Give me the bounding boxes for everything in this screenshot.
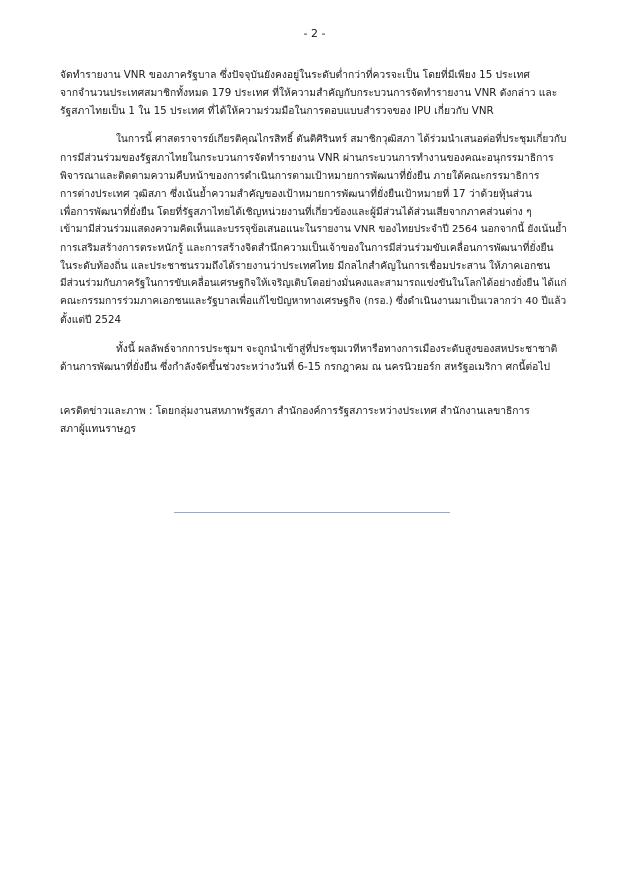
text-line: ด้านการพัฒนาที่ยั่งยืน ซึ่งกำลังจัดขึ้นช่วงระหว่างวันที่ 6-15 กรกฎาคม ณ นครนิวยอร์ก สหรัฐอเมริกา ศกนี้ต่อไป — [60, 361, 551, 373]
text-line: การเสริมสร้างการตระหนักรู้ และการสร้างจิตสำนึกความเป็นเจ้าของในการมีส่วนร่วมขับเคลื่อนการพัฒนาที่ยั่งยืน — [60, 242, 554, 254]
text-line: ทั้งนี้ ผลลัพธ์จากการประชุมฯ จะถูกนำเข้าสู่ที่ประชุมเวทีหารือทางการเมืองระดับสูงของสหประชาชาติ — [116, 343, 558, 355]
text-line: เข้ามามีส่วนร่วมแสดงความคิดเห็นและบรรจุข้อเสนอแนะในรายงาน VNR ของไทยประจำปี 2564 นอกจากนี้ ยังเน้นย้ำ — [60, 224, 567, 235]
separator-line — [174, 512, 450, 513]
text-line: จัดทำรายงาน VNR ของภาครัฐบาล ซึ่งปัจจุบันยังคงอยู่ในระดับต่ำกว่าที่ควรจะเป็น โดยที่มีเพียง 15 ประเทศ — [60, 69, 530, 81]
paragraph-vnr-status — [60, 66, 572, 120]
text-line: การต่างประเทศ วุฒิสภา ซึ่งเน้นย้ำความสำคัญของเป้าหมายการพัฒนาที่ยั่งยืนเป้าหมายที่ 17 ว่าด้วยหุ้นส่วน — [60, 188, 532, 200]
paragraph-senator-presentation — [60, 131, 572, 329]
news-credit — [60, 402, 572, 438]
text-line: สภาผู้แทนราษฎร — [60, 423, 136, 435]
page-number: - 2 - — [303, 27, 326, 40]
text-line: ตั้งแต่ปี 2524 — [60, 314, 122, 326]
text-line: จากจำนวนประเทศสมาชิกทั้งหมด 179 ประเทศ ที่ให้ความสำคัญกับกระบวนการจัดทำรายงาน VNR ดังกล่าว และ — [60, 87, 558, 99]
text-line: ในระดับท้องถิ่น และประชาชนรวมถึงได้รายงานว่าประเทศไทย มีกลไกสำคัญในการเชื่อมประสาน ให้ภาคเอกชน — [60, 260, 551, 272]
text-line: พิจารณาและติดตามความคืบหน้าของการดำเนินการตามเป้าหมายการพัฒนาที่ยั่งยืน ภายใต้คณะกรรมาธิการ — [60, 170, 540, 182]
text-line: คณะกรรมการร่วมภาคเอกชนและรัฐบาลเพื่อแก้ไขปัญหาทางเศรษฐกิจ (กรอ.) ซึ่งดำเนินงานมาเป็นเวลากว่า 40 ปีแล้ว — [60, 296, 567, 307]
text-line: เพื่อการพัฒนาที่ยั่งยืน โดยที่รัฐสภาไทยได้เชิญหน่วยงานที่เกี่ยวข้องและผู้มีส่วนได้ส่วนเสียจากภาคส่วนต่าง ๆ — [60, 206, 532, 218]
text-line: การมีส่วนร่วมของรัฐสภาไทยในกระบวนการจัดทำรายงาน VNR ผ่านกระบวนการทำงานของคณะอนุกรรมาธิการ — [60, 152, 554, 164]
text-line: ในการนี้ ศาสตราจารย์เกียรติคุณไกรสิทธิ์ ตันติศิรินทร์ สมาชิกวุฒิสภา ได้ร่วมนำเสนอต่อที่ประชุมเกี่ยวกับ — [116, 134, 567, 145]
text-line: เครดิตข่าวและภาพ : โดยกลุ่มงานสหภาพรัฐสภา สำนักองค์การรัฐสภาระหว่างประเทศ สำนักงานเลขาธิการ — [60, 405, 530, 417]
paragraph-meeting-outcome — [60, 340, 572, 376]
text-line: รัฐสภาไทยเป็น 1 ใน 15 ประเทศ ที่ได้ให้ความร่วมมือในการตอบแบบสำรวจของ IPU เกี่ยวกับ VNR — [60, 105, 494, 117]
text-line: มีส่วนร่วมกับภาครัฐในการขับเคลื่อนเศรษฐกิจให้เจริญเติบโตอย่างมั่นคงและสามารถแข่งขันในโลกได้อย่างยั่งยืน ได้แก่ — [60, 278, 567, 289]
document-body — [60, 66, 572, 449]
